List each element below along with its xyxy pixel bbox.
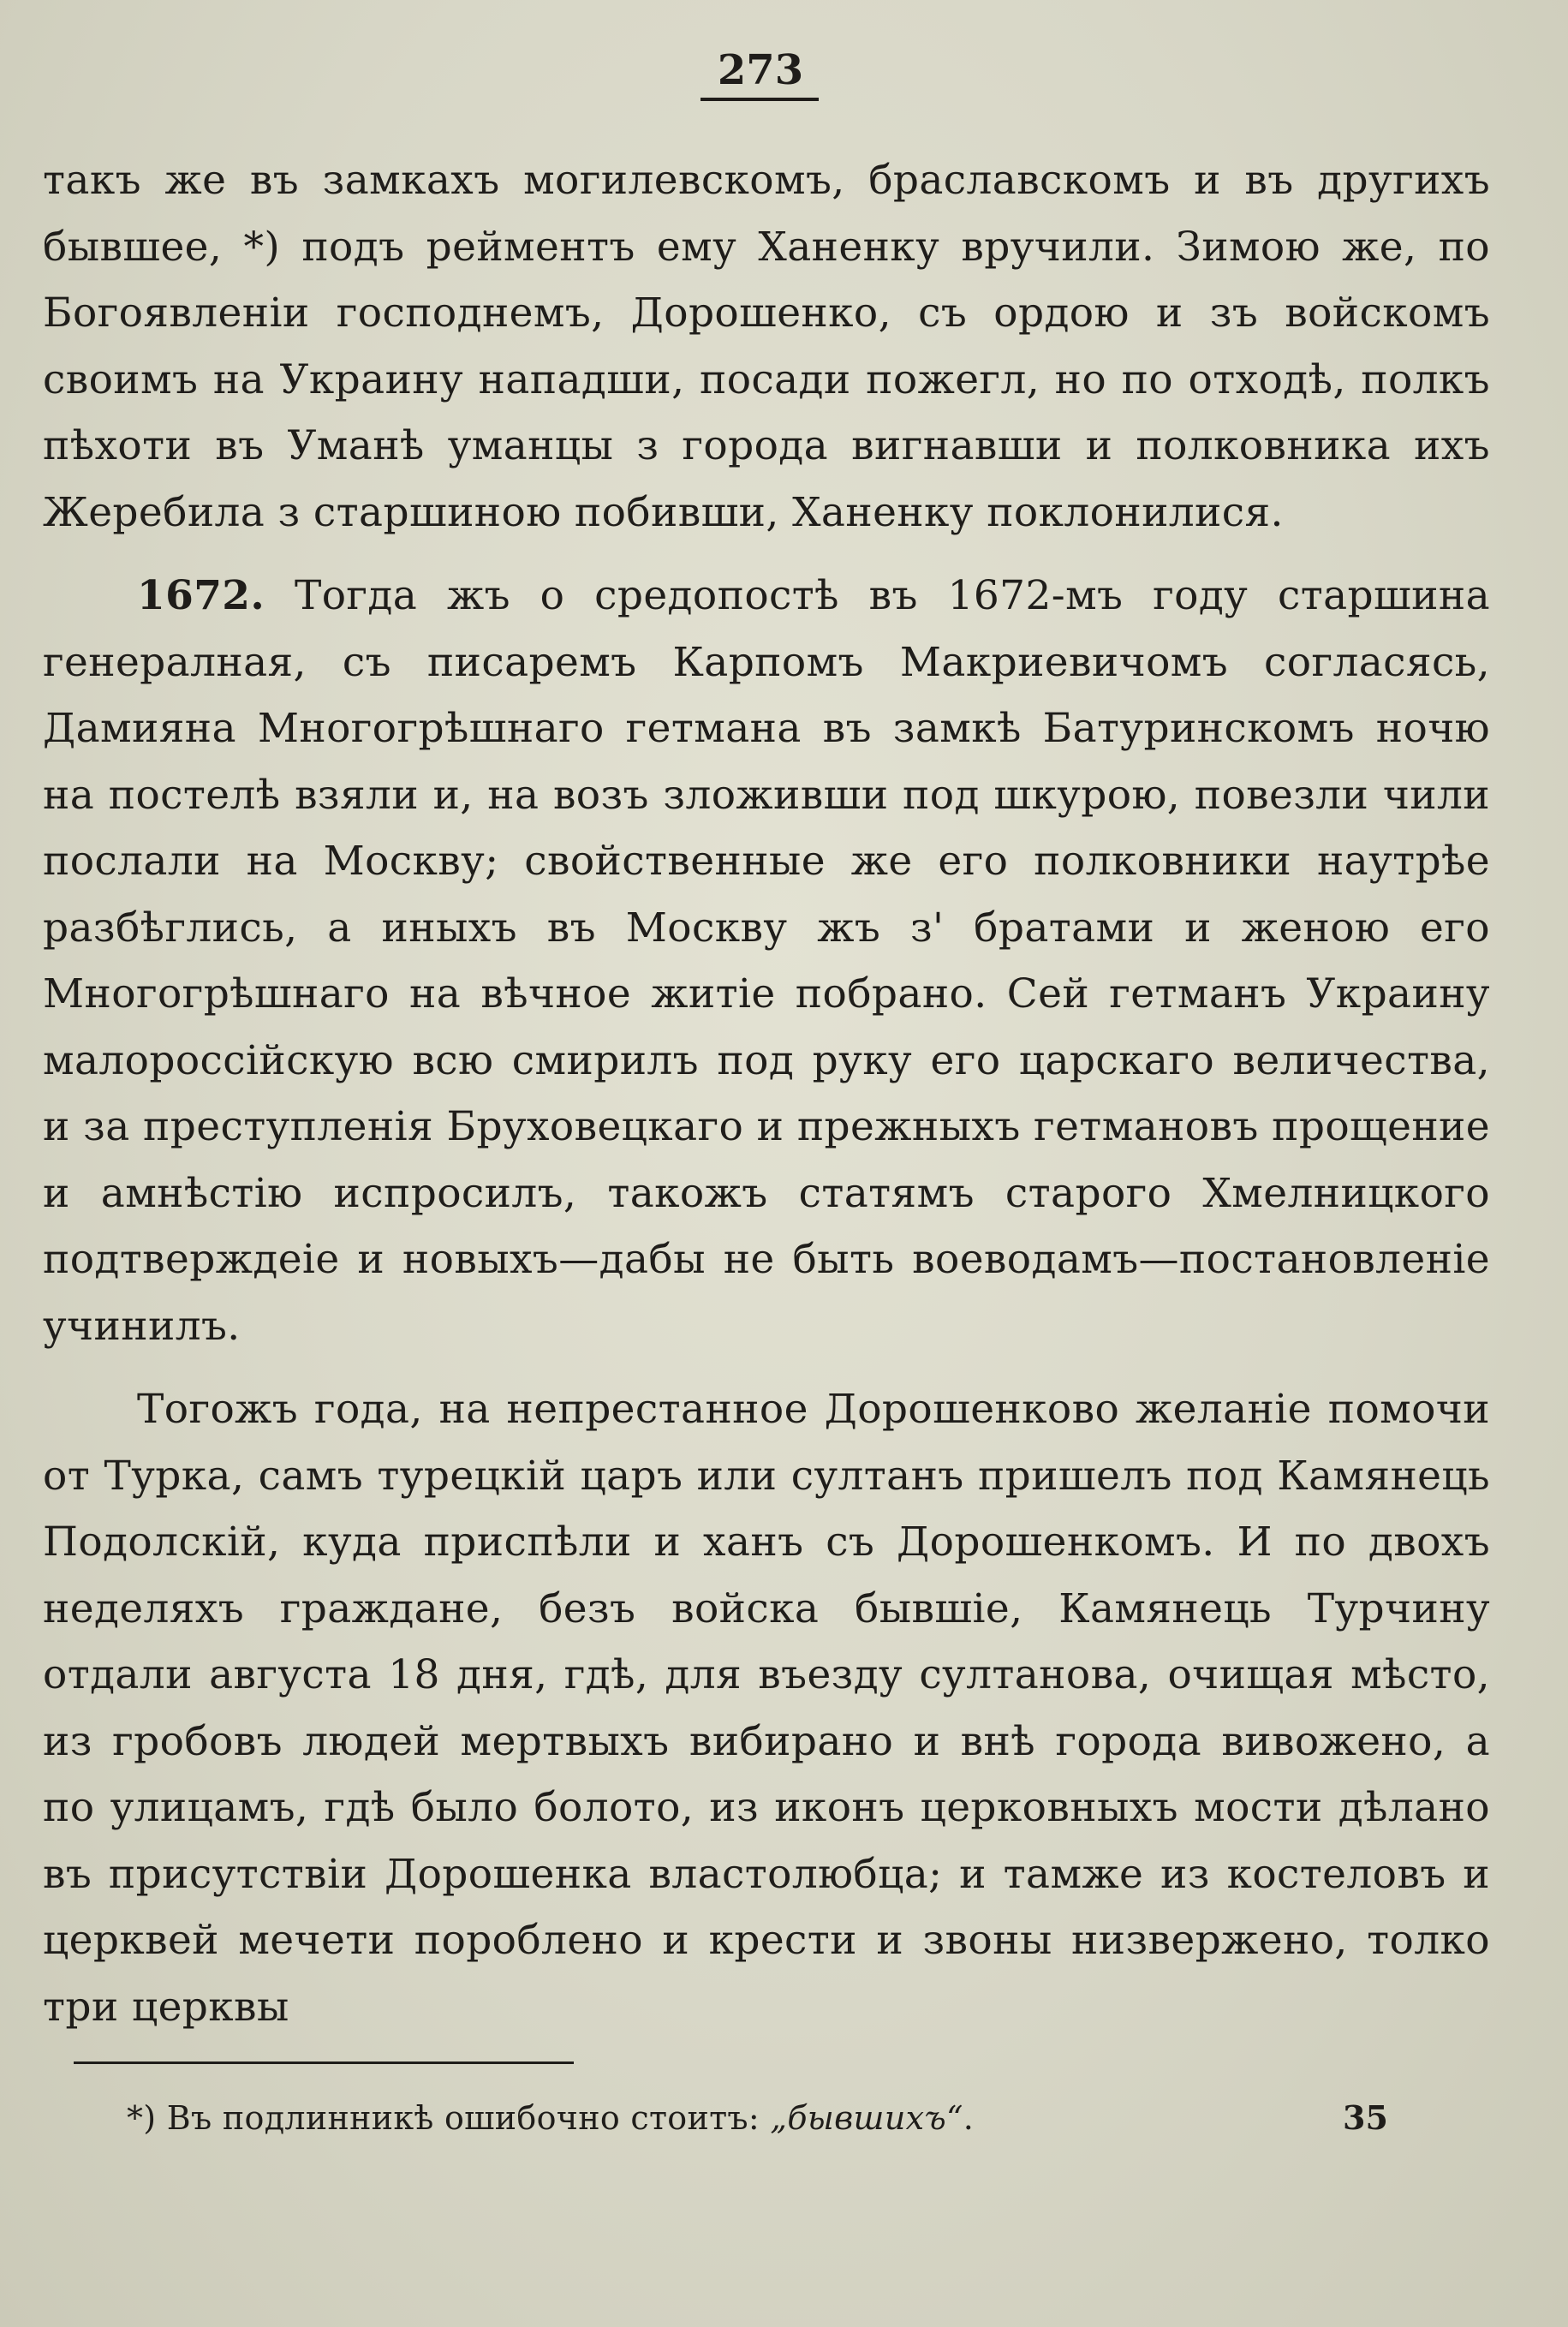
footnote-divider bbox=[74, 2061, 574, 2064]
paragraph-3: Тогожъ года, на непрестанное Дорошенково желаніе помочи от Турка, самъ турецкій царъ или султанъ пришелъ под Камянець Подолскій, куда приспѣли и ханъ съ Дорошенкомъ. И по двохъ неделяхъ граждане, безъ войска бывшіе, Камянець Турчину отдали августа 18 дня, гдѣ, для въезду султанова, очищая мѣсто, из гробовъ людей мертвыхъ вибирано и внѣ города вивожено, а по улицамъ, гдѣ было болото, из иконъ церковныхъ мости дѣлано въ присутствіи Дорошенка властолюбца; и тамже из костеловъ и церквей мечети пороблено и крести и звоны низвержено, толко три церквы bbox=[43, 1386, 1490, 2031]
page-number: 273 bbox=[717, 46, 804, 94]
footnote bbox=[127, 2096, 974, 2140]
footnote-end: . bbox=[963, 2099, 975, 2137]
footnote-quoted-word: „бывшихъ“ bbox=[770, 2099, 963, 2137]
paragraph-1: такъ же въ замкахъ могилевскомъ, браславскомъ и въ другихъ бывшее, *) подъ рейментъ ему Ханенку вручили. Зимою же, по Богоявленіи господнемъ, Дорошенко, съ ордою и зъ войскомъ своимъ на Украину нападши, посади пожегл, но по отходѣ, полкъ пѣхоти въ Уманѣ уманцы з города вигнавши и полковника ихъ Жеребила з старшиною побивши, Ханенку поклонилися. bbox=[43, 157, 1490, 536]
year-heading: 1672. bbox=[137, 572, 265, 619]
paragraph-2 bbox=[43, 563, 1490, 1359]
paragraph-2-text: Тогда жъ о средопостѣ въ 1672-мъ году старшина генералная, съ писаремъ Карпомъ Макриевичомъ согласясь, Дамияна Многогрѣшнаго гетмана въ замкѣ Батуринскомъ ночю на постелѣ взяли и, на возъ зложивши под шкурою, повезли чили послали на Москву; свойственные же его полковники наутрѣе разбѣглись, а иныхъ въ Москву жъ з' братами и женою его Многогрѣшнаго на вѣчное житіе побрано. Сей гетманъ Украину малороссійскую всю смирилъ под руку его царскаго величества, и за преступленія Бруховецкаго и прежныхъ гетмановъ прощение и амнѣстію испросилъ, такожъ статямъ старого Хмелницкого подтверждеіе и новыхъ—дабы не быть воеводамъ—постановленіе учинилъ. bbox=[43, 572, 1490, 1350]
main-text bbox=[43, 147, 1490, 2040]
printer-signature-mark: 35 bbox=[1343, 2098, 1388, 2137]
footnote-text: *) Въ подлинникѣ ошибочно стоитъ: bbox=[127, 2099, 771, 2137]
page-number-underline bbox=[701, 98, 819, 101]
